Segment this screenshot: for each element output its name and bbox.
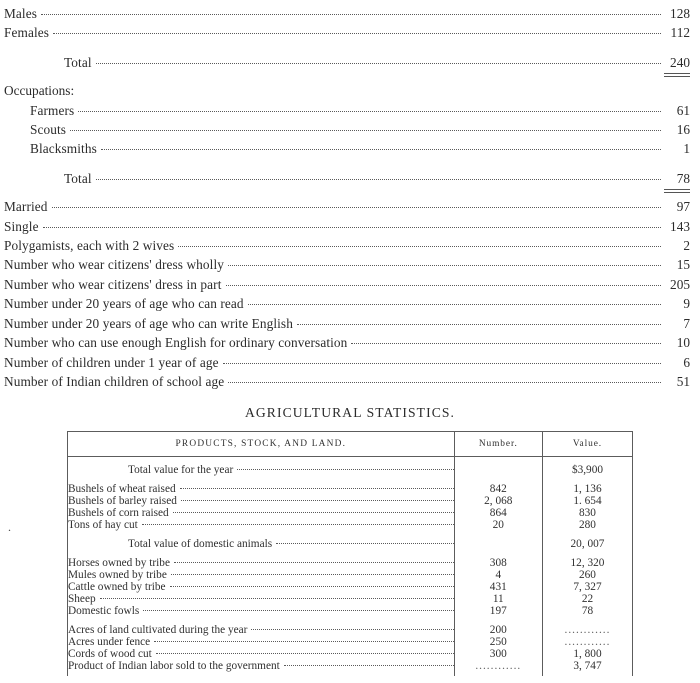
stat-label: Single [4, 218, 39, 234]
stat-row [4, 23, 690, 42]
spacer-cell [68, 476, 455, 483]
spacer-cell [454, 457, 542, 465]
table-row [68, 660, 633, 672]
stat-label: Total [64, 170, 92, 186]
dot-leader [142, 524, 454, 525]
row-product-label: Sheep [68, 593, 96, 606]
row-product-label: Cords of wood cut [68, 648, 152, 661]
stat-total-row [4, 169, 690, 188]
table-body [68, 457, 633, 677]
stat-row [4, 353, 690, 372]
dot-leader [173, 512, 454, 513]
table-head [68, 432, 633, 457]
table-spacer-row [68, 672, 633, 676]
table-spacer-row [68, 550, 633, 557]
spacer-cell [542, 531, 632, 538]
table-row [68, 636, 633, 648]
stat-label: Total [64, 54, 92, 70]
row-value: 3, 747 [542, 660, 632, 672]
dot-leader [53, 33, 661, 34]
row-value: 830 [542, 507, 632, 519]
dot-leader [228, 265, 661, 266]
dot-leader [143, 610, 453, 611]
spacer-cell [454, 672, 542, 676]
row-value: 260 [542, 569, 632, 581]
stat-value: 15 [676, 257, 690, 273]
stat-row [4, 217, 690, 236]
stat-value: 97 [676, 199, 690, 215]
row-value: $3,900 [542, 464, 632, 476]
stat-row [4, 255, 690, 274]
row-product-label: Horses owned by tribe [68, 557, 170, 570]
stat-label: Blacksmiths [30, 141, 97, 157]
dot-leader [96, 179, 661, 180]
table-row [68, 507, 633, 519]
stat-row [4, 4, 690, 23]
stat-row [4, 294, 690, 313]
row-product-label: Mules owned by tribe [68, 569, 167, 582]
agricultural-table-wrapper [0, 431, 700, 676]
stat-value: 6 [683, 354, 690, 370]
column-header-number: Number. [454, 432, 542, 457]
stat-value: 61 [676, 102, 690, 118]
dot-leader [156, 653, 454, 654]
row-number: 864 [454, 507, 542, 519]
row-product [68, 483, 455, 495]
dot-leader [174, 562, 454, 563]
row-value: 22 [542, 593, 632, 605]
margin-dot: . [8, 520, 11, 534]
row-value: 280 [542, 519, 632, 531]
stat-value: 2 [683, 238, 690, 254]
spacer-cell [454, 476, 542, 483]
table-row [68, 538, 633, 550]
stat-label: Scouts [30, 122, 67, 138]
row-number [454, 538, 542, 550]
stat-value: 205 [670, 276, 690, 292]
dot-leader [170, 586, 454, 587]
row-product [68, 557, 455, 569]
row-product-label: Acres of land cultivated during the year [68, 624, 248, 637]
dot-leader [276, 543, 453, 544]
dot-leader [251, 629, 453, 630]
row-product-label: Cattle owned by tribe [68, 581, 166, 594]
dot-leader [178, 246, 661, 247]
stat-label: Number under 20 years of age who can read [4, 296, 244, 312]
row-product-label: Domestic fowls [68, 605, 140, 618]
row-product [68, 581, 455, 593]
stat-label: Farmers [30, 102, 75, 118]
stat-label: Number who wear citizens' dress in part [4, 276, 222, 292]
stat-value: 78 [664, 169, 690, 188]
stat-label: Number who wear citizens' dress wholly [4, 257, 224, 273]
row-product-label: Product of Indian labor sold to the government [68, 660, 280, 673]
table-spacer-row [68, 531, 633, 538]
row-product [68, 464, 455, 476]
dot-leader [248, 304, 661, 305]
dot-leader [228, 382, 661, 383]
stat-value: 51 [676, 373, 690, 389]
dot-leader [41, 14, 661, 15]
stat-label: Number of children under 1 year of age [4, 354, 219, 370]
row-product [68, 507, 455, 519]
dot-leader [101, 149, 661, 150]
table-row [68, 605, 633, 617]
stat-label: Married [4, 199, 48, 215]
row-product-label: Tons of hay cut [68, 519, 138, 532]
stat-label: Number under 20 years of age who can write English [4, 315, 293, 331]
table-row [68, 495, 633, 507]
row-number [454, 464, 542, 476]
row-product-label: Total value of domestic animals [128, 538, 273, 551]
stat-row [4, 275, 690, 294]
stat-row [4, 372, 690, 391]
table-row [68, 557, 633, 569]
stat-value: 112 [670, 25, 690, 41]
row-product [68, 660, 455, 672]
stat-total-row [4, 53, 690, 72]
row-value: 1. 654 [542, 495, 632, 507]
table-spacer-row [68, 457, 633, 465]
spacer-cell [68, 550, 455, 557]
dot-leader [223, 363, 661, 364]
row-number: 4 [454, 569, 542, 581]
table-row [68, 519, 633, 531]
row-product-label: Bushels of wheat raised [68, 483, 176, 496]
table-row [68, 464, 633, 476]
spacer-cell [542, 476, 632, 483]
dot-leader [171, 574, 454, 575]
row-number: 842 [454, 483, 542, 495]
stat-value: 7 [683, 315, 690, 331]
spacer-cell [542, 617, 632, 624]
row-number: 431 [454, 581, 542, 593]
stat-label: Number who can use enough English for ordinary conversation [4, 335, 348, 351]
row-product [68, 538, 455, 550]
spacer-cell [542, 550, 632, 557]
spacer-cell [454, 531, 542, 538]
row-product [68, 636, 455, 648]
stat-row [4, 197, 690, 216]
row-number: 2, 068 [454, 495, 542, 507]
row-number: ............ [454, 660, 542, 672]
row-number: 300 [454, 648, 542, 660]
dot-leader [96, 63, 661, 64]
row-number: 20 [454, 519, 542, 531]
row-number: 200 [454, 624, 542, 636]
row-product [68, 593, 455, 605]
agricultural-statistics-title: AGRICULTURAL STATISTICS. [244, 405, 456, 421]
stat-row [4, 314, 690, 333]
table-row [68, 569, 633, 581]
row-product-label: Total value for the year [128, 464, 234, 477]
stat-row [4, 139, 690, 158]
spacer-cell [542, 672, 632, 676]
column-header-value: Value. [542, 432, 632, 457]
dot-leader [70, 130, 661, 131]
row-number: 308 [454, 557, 542, 569]
table-header-row [68, 432, 633, 457]
row-value: ............ [542, 624, 632, 636]
dot-leader [351, 343, 661, 344]
table-spacer-row [68, 617, 633, 624]
row-number: 250 [454, 636, 542, 648]
stat-row [4, 236, 690, 255]
spacer-cell [68, 531, 455, 538]
column-header-products: PRODUCTS, STOCK, AND LAND. [68, 432, 455, 457]
row-product [68, 569, 455, 581]
stat-label: Males [4, 6, 37, 21]
agricultural-statistics-table [67, 431, 633, 676]
dot-leader [78, 111, 661, 112]
spacer-cell [68, 672, 455, 676]
row-value: ............ [542, 636, 632, 648]
spacer-cell [454, 617, 542, 624]
spacer-cell [68, 617, 455, 624]
table-row [68, 483, 633, 495]
stat-value: 143 [670, 218, 690, 234]
dot-leader [181, 500, 454, 501]
stat-value: 240 [664, 53, 690, 72]
stat-row [4, 120, 690, 139]
dot-leader [284, 665, 454, 666]
row-value: 1, 800 [542, 648, 632, 660]
row-product [68, 648, 455, 660]
dot-leader [52, 207, 661, 208]
row-number: 197 [454, 605, 542, 617]
table-row [68, 624, 633, 636]
row-product [68, 519, 455, 531]
table-spacer-row [68, 476, 633, 483]
table-row [68, 581, 633, 593]
spacer-cell [454, 550, 542, 557]
occupations-heading: Occupations: [4, 83, 75, 99]
row-value: 20, 007 [542, 538, 632, 550]
row-value: 7, 327 [542, 581, 632, 593]
row-value: 12, 320 [542, 557, 632, 569]
row-value: 1, 136 [542, 483, 632, 495]
stat-row [4, 101, 690, 120]
stat-label: Polygamists, each with 2 wives [4, 238, 175, 254]
stat-value: 16 [676, 122, 690, 138]
row-product [68, 605, 455, 617]
row-value: 78 [542, 605, 632, 617]
stat-value: 10 [676, 335, 690, 351]
row-product [68, 495, 455, 507]
stat-value: 9 [683, 296, 690, 312]
row-product-label: Acres under fence [68, 636, 151, 649]
stat-value: 1 [683, 141, 690, 157]
row-number: 11 [454, 593, 542, 605]
table-row [68, 593, 633, 605]
spacer-cell [542, 457, 632, 465]
dot-leader [297, 324, 661, 325]
spacer-cell [68, 457, 455, 465]
stat-label: Number of Indian children of school age [4, 373, 225, 389]
stat-row [4, 333, 690, 352]
row-product-label: Bushels of barley raised [68, 495, 177, 508]
dot-leader [237, 469, 453, 470]
row-product [68, 624, 455, 636]
row-product-label: Bushels of corn raised [68, 507, 169, 520]
dot-leader [43, 227, 661, 228]
dot-leader [100, 598, 454, 599]
dot-leader [180, 488, 454, 489]
dot-leader [226, 285, 661, 286]
stat-label: Females [4, 25, 50, 41]
dot-leader [154, 641, 453, 642]
stat-value: 128 [670, 6, 690, 21]
table-row [68, 648, 633, 660]
